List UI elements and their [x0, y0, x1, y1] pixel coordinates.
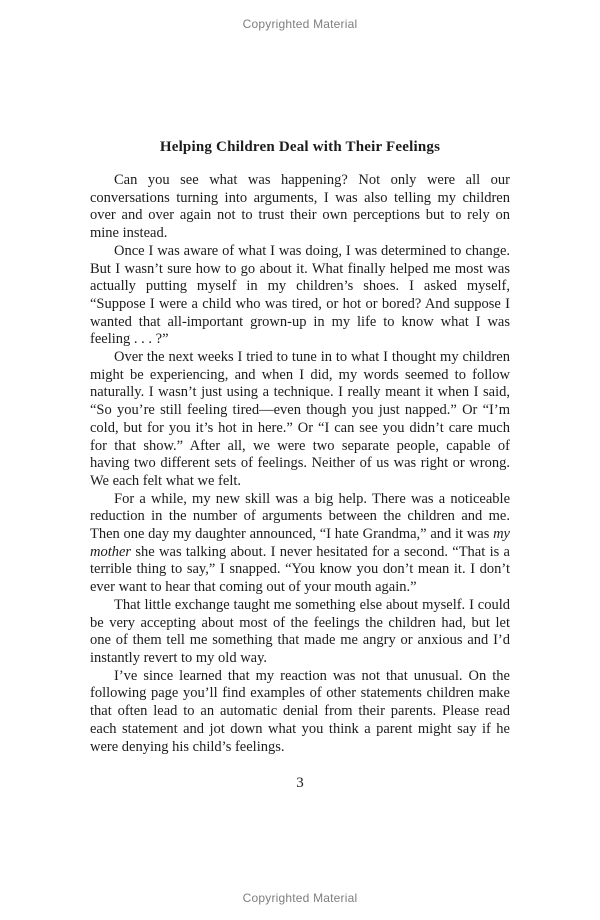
copyright-notice-top: Copyrighted Material — [242, 17, 358, 31]
paragraph: Once I was aware of what I was doing, I was determined to change. But I wasn’t sure how to go about it. What finally helped me most was actually putting myself in my children’s shoes. I asked myself, “Suppose I were a child who was tired, or hot or bored? And suppose I wanted that all-important grown-up in my life to know what I was feeling . . . ?” — [90, 242, 510, 348]
paragraph: Can you see what was happening? Not only were all our conversations turning into arguments, I was also telling my children over and over again not to trust their own perceptions but to rely on mine instead. — [90, 172, 510, 242]
paragraph: For a while, my new skill was a big help. There was a noticeable reduction in the number of arguments between the children and me. Then one day my daughter announced, “I hate Grandma,” and it was my mother she was talking about. I never hesitated for a second. “That is a terrible thing to say,” I snapped. “You know you don’t mean it. I don’t ever want to hear that coming out of your mouth again.” — [90, 490, 510, 596]
body-text — [90, 172, 510, 756]
paragraph: That little exchange taught me something else about myself. I could be very accepting about most of the feelings the children had, but let one of them tell me something that made me angry or anxious and I’d instantly revert to my old way. — [90, 596, 510, 666]
copyright-notice-bottom: Copyrighted Material — [242, 891, 358, 905]
paragraph: Over the next weeks I tried to tune in to what I thought my children might be experiencing, and when I did, my words seemed to follow naturally. I wasn’t just using a technique. I really meant it when I said, “So you’re still feeling tired—even though you just napped.” Or “I’m cold, but for you it’s hot in here.” Or “I can see you didn’t care much for that show.” After all, we were two separate people, capable of having two different sets of feelings. Neither of us was right or wrong. We each felt what we felt. — [90, 349, 510, 489]
page-number: 3 — [296, 775, 304, 792]
paragraph: I’ve since learned that my reaction was not that unusual. On the following page you’ll find examples of other statements children make that often lead to an automatic denial from their parents. Please read each statement and jot down what you think a parent might say if he were denying his child’s feelings. — [90, 667, 510, 755]
chapter-title: Helping Children Deal with Their Feelings — [159, 139, 441, 155]
page-content — [90, 139, 510, 792]
